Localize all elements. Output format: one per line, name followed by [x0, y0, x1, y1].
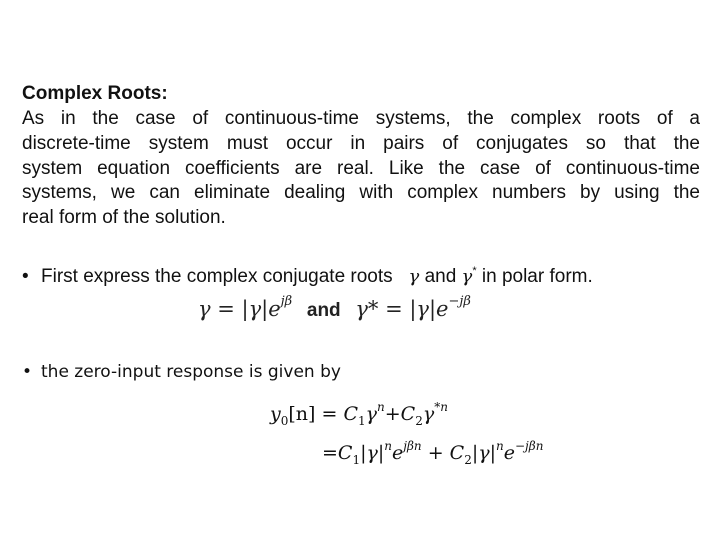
eq2-exp-power-2: −jβn [515, 439, 544, 453]
eq2-exp-base: e [392, 442, 404, 464]
bullet-text: the zero-input response is given by [41, 362, 341, 382]
paragraph-line: discrete-time system must occur in pairs of conjugates so that the [22, 132, 700, 154]
zero-input-real-form-equation [322, 432, 543, 474]
gamma-conjugate-symbol: γ [461, 266, 473, 287]
eq-c2: C [400, 403, 416, 425]
bullet-text-and: and [424, 266, 457, 287]
polar-exponent: jβ [280, 294, 293, 309]
eq-c1: C [343, 403, 358, 425]
gamma-symbol: γ [408, 266, 420, 287]
eq2-equals: = [322, 442, 338, 464]
conjugate-star: * [472, 265, 477, 277]
eq2-magnitude-2: |γ| [471, 442, 497, 464]
bullet-marker: • [22, 362, 33, 382]
polar-exponent-conj: −jβ [448, 294, 471, 309]
eq-gamma-conj: γ [422, 403, 435, 425]
eq2-magnitude: |γ| [360, 442, 385, 464]
section-heading: Complex Roots: [22, 83, 168, 104]
paragraph-line: real form of the solution. [22, 207, 226, 229]
zero-input-equation [270, 393, 448, 435]
eq-argument: [n] = [288, 403, 344, 425]
bullet-text-end: in polar form. [481, 266, 593, 287]
polar-form-equation [198, 285, 471, 328]
bullet-text: First express the complex conjugate roots [41, 266, 393, 287]
eq2-c1-subscript: 1 [352, 453, 361, 467]
eq2-c1: C [337, 442, 353, 464]
eq2-magnitude-power: n [384, 439, 393, 453]
eq2-c2-subscript: 2 [464, 453, 472, 467]
eq-c2-subscript: 2 [415, 414, 423, 428]
eq2-exp-power: jβn [403, 439, 422, 453]
polar-and: and [306, 300, 341, 321]
polar-gamma-lhs: γ = |γ|e [198, 297, 281, 321]
paragraph-line: system equation coefficients are real. Like the case of continuous-time [22, 157, 700, 179]
eq-gamma-conj-power: *n [434, 400, 448, 414]
eq-c1-subscript: 1 [357, 414, 366, 428]
intro-paragraph [22, 107, 700, 231]
eq2-exp-base-2: e [503, 442, 515, 464]
eq-gamma: γ [365, 403, 377, 425]
bullet-zero-input [22, 360, 341, 384]
eq2-c2: C [449, 442, 465, 464]
eq-gamma-power: n [376, 400, 385, 414]
eq-y: y [270, 403, 281, 425]
bullet-marker: • [22, 266, 29, 287]
paragraph-line: As in the case of continuous-time systems, the complex roots of a [22, 108, 700, 129]
eq2-plus: + [421, 442, 450, 464]
paragraph-line: systems, we can eliminate dealing with complex numbers by using the [22, 182, 700, 204]
eq2-magnitude-2-power: n [496, 439, 504, 453]
polar-gamma-conj-lhs: γ* = |γ|e [355, 297, 449, 321]
eq-plus: + [384, 403, 401, 425]
eq-y-subscript: 0 [280, 414, 289, 428]
